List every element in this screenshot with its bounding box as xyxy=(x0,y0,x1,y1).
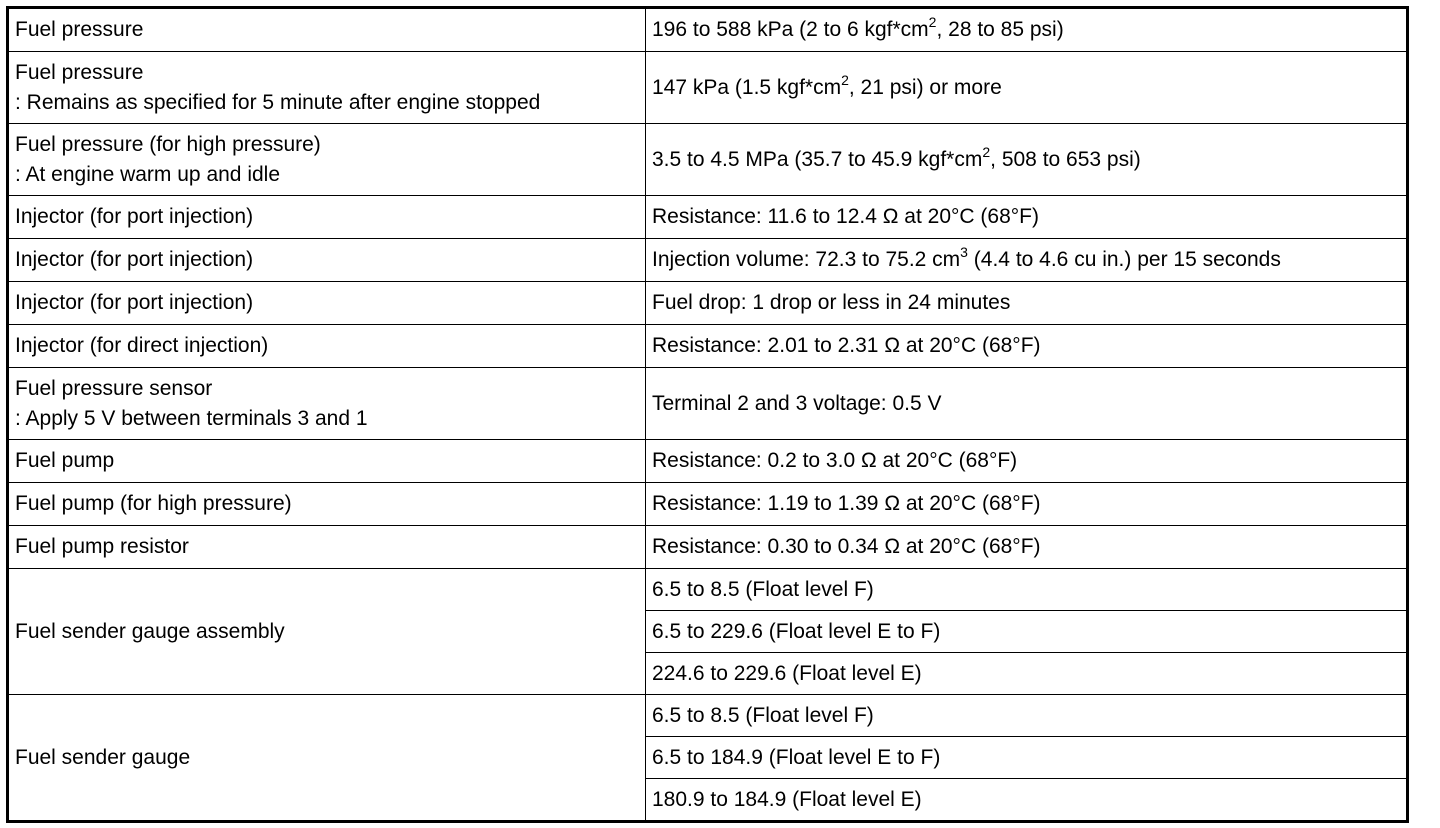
table-row xyxy=(8,440,1408,483)
item-cell xyxy=(8,526,646,569)
table-row xyxy=(8,239,1408,282)
table-row xyxy=(8,52,1408,124)
item-cell xyxy=(8,695,646,822)
spec-text: 180.9 to 184.9 (Float level E) xyxy=(652,787,922,811)
item-label: Injector (for port injection) xyxy=(15,248,254,271)
table-row xyxy=(8,282,1408,325)
item-label: Fuel pressure xyxy=(15,60,144,84)
table-row xyxy=(8,368,1408,440)
spec-cell xyxy=(646,569,1408,611)
spec-cell xyxy=(646,239,1408,282)
superscript: 2 xyxy=(928,14,937,30)
item-label: Fuel pump (for high pressure) xyxy=(15,492,292,515)
spec-cell xyxy=(646,325,1408,368)
item-cell xyxy=(8,440,646,483)
spec-text: Resistance: 2.01 to 2.31 Ω at 20°C (68°F) xyxy=(652,334,1041,357)
item-cell xyxy=(8,325,646,368)
spec-text: , 21 psi) or more xyxy=(848,75,1002,99)
item-cell xyxy=(8,52,646,124)
spec-text: 6.5 to 8.5 (Float level F) xyxy=(652,577,874,601)
item-label: Injector (for port injection) xyxy=(15,205,254,228)
table-row xyxy=(8,483,1408,526)
spec-cell xyxy=(646,483,1408,526)
item-cell xyxy=(8,8,646,52)
item-cell xyxy=(8,196,646,239)
item-label: Fuel pump resistor xyxy=(15,535,189,558)
spec-cell xyxy=(646,526,1408,569)
spec-text: Terminal 2 and 3 voltage: 0.5 V xyxy=(652,391,942,415)
table-row xyxy=(8,325,1408,368)
spec-text: Resistance: 0.30 to 0.34 Ω at 20°C (68°F) xyxy=(652,535,1041,558)
item-condition: : Remains as specified for 5 minute after engine stopped xyxy=(15,90,541,114)
spec-text: Injection volume: 72.3 to 75.2 cm xyxy=(652,248,961,271)
superscript: 2 xyxy=(982,143,991,160)
spec-text: , 28 to 85 psi) xyxy=(936,18,1064,41)
item-cell xyxy=(8,569,646,695)
spec-text: 147 kPa (1.5 kgf*cm xyxy=(652,75,842,99)
table-row xyxy=(8,124,1408,196)
spec-table xyxy=(6,6,1409,823)
spec-cell xyxy=(646,8,1408,52)
item-cell xyxy=(8,368,646,440)
spec-cell xyxy=(646,52,1408,124)
item-label: Fuel sender gauge xyxy=(15,745,191,769)
spec-text: , 508 to 653 psi) xyxy=(990,147,1141,171)
item-label: Fuel pressure (for high pressure) xyxy=(15,132,321,156)
spec-text: 6.5 to 229.6 (Float level E to F) xyxy=(652,619,941,643)
spec-text: 6.5 to 184.9 (Float level E to F) xyxy=(652,745,941,769)
spec-text: 3.5 to 4.5 MPa (35.7 to 45.9 kgf*cm xyxy=(652,147,983,171)
spec-cell xyxy=(646,695,1408,737)
table-row xyxy=(8,526,1408,569)
table-row xyxy=(8,695,1408,737)
item-label: Fuel pressure sensor xyxy=(15,376,213,400)
spec-text: Fuel drop: 1 drop or less in 24 minutes xyxy=(652,291,1011,314)
item-cell xyxy=(8,282,646,325)
spec-text: (4.4 to 4.6 cu in.) per 15 seconds xyxy=(967,248,1281,271)
spec-text: Resistance: 0.2 to 3.0 Ω at 20°C (68°F) xyxy=(652,449,1018,472)
table-row xyxy=(8,569,1408,611)
spec-text: Resistance: 1.19 to 1.39 Ω at 20°C (68°F) xyxy=(652,492,1041,515)
item-label: Fuel pump xyxy=(15,449,115,472)
table-row xyxy=(8,8,1408,52)
item-cell xyxy=(8,483,646,526)
spec-cell xyxy=(646,737,1408,779)
spec-cell xyxy=(646,368,1408,440)
spec-cell xyxy=(646,282,1408,325)
spec-text: 224.6 to 229.6 (Float level E) xyxy=(652,661,922,685)
spec-cell xyxy=(646,440,1408,483)
table-row xyxy=(8,196,1408,239)
spec-cell xyxy=(646,653,1408,695)
item-condition: : Apply 5 V between terminals 3 and 1 xyxy=(15,406,368,430)
superscript: 2 xyxy=(841,71,849,88)
superscript: 3 xyxy=(960,244,968,260)
spec-text: Resistance: 11.6 to 12.4 Ω at 20°C (68°F) xyxy=(652,205,1039,228)
item-cell xyxy=(8,124,646,196)
item-label: Injector (for port injection) xyxy=(15,291,254,314)
item-label: Injector (for direct injection) xyxy=(15,334,269,357)
spec-cell xyxy=(646,611,1408,653)
item-label: Fuel pressure xyxy=(15,18,144,41)
item-cell xyxy=(8,239,646,282)
item-condition: : At engine warm up and idle xyxy=(15,162,281,186)
spec-cell xyxy=(646,124,1408,196)
item-label: Fuel sender gauge assembly xyxy=(15,619,285,643)
spec-cell xyxy=(646,779,1408,822)
spec-text: 6.5 to 8.5 (Float level F) xyxy=(652,703,874,727)
spec-cell xyxy=(646,196,1408,239)
spec-text: 196 to 588 kPa (2 to 6 kgf*cm xyxy=(652,18,929,41)
